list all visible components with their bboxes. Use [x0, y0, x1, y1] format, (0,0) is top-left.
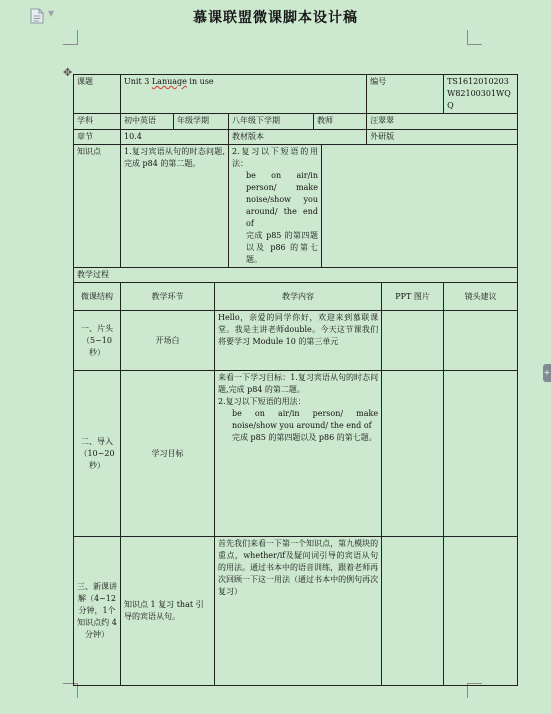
row3-content: 首先我们来看一下第一个知识点，第九模块的重点，whether/if及疑问词引导的宾语从句的用法。通过书本中的语音训练，跟着老师再次回顾一下这一用法（通过书本中的例句再次复习） — [215, 537, 382, 686]
row1-content: Hello，亲爱的同学你好，欢迎来到慕联课堂。我是主讲老师double。今天这节课我们将要学习 Module 10 的第三单元 — [215, 311, 382, 371]
header-stage: 教学环节 — [121, 283, 215, 311]
header-structure: 微课结构 — [74, 283, 121, 311]
margin-corner-top-right — [467, 30, 482, 45]
process-row-2 — [74, 371, 518, 537]
grade-value: 八年级下学期 — [229, 114, 314, 130]
knowledge-empty — [322, 145, 518, 268]
knowledge-point-1: 1.复习宾语从句的时态问题,完成 p84 的第二题。 — [121, 145, 229, 268]
row3-ppt — [382, 537, 444, 686]
row2-camera — [444, 371, 518, 537]
grade-label: 年级学期 — [174, 114, 229, 130]
row3-structure: 三、新课讲解（4~12分钟，1个知识点约 4 分钟） — [74, 537, 121, 686]
script-table — [73, 74, 518, 686]
title-value: Unit 3 Lanuage in use — [121, 75, 367, 114]
row2-ppt — [382, 371, 444, 537]
chapter-label: 章节 — [74, 130, 121, 145]
number-value: TS1612010203W82100301WQQ — [444, 75, 518, 114]
row2-content: 来看一下学习目标：1.复习宾语从句的时态问题,完成 p84 的第二题。 2.复习以下短语的用法： be on air/in person/ make noise/show you around/ the end of 完成 p85 的第四题以及 p86 的第七题。 — [215, 371, 382, 537]
textbook-label: 教材版本 — [229, 130, 367, 145]
number-label: 编号 — [367, 75, 444, 114]
info-row-knowledge — [74, 145, 518, 268]
row1-structure: 一、片头（5~10秒） — [74, 311, 121, 371]
row2-structure: 二、导入（10~20秒） — [74, 371, 121, 537]
process-row-1 — [74, 311, 518, 371]
row1-ppt — [382, 311, 444, 371]
subject-label: 学科 — [74, 114, 121, 130]
header-content: 教学内容 — [215, 283, 382, 311]
chapter-value: 10.4 — [121, 130, 229, 145]
side-panel-expand-icon[interactable]: + — [543, 364, 551, 382]
page-title: 慕课联盟微课脚本设计稿 — [193, 10, 358, 26]
row1-stage: 开场白 — [121, 311, 215, 371]
section-row — [74, 268, 518, 283]
row2-stage: 学习目标 — [121, 371, 215, 537]
row1-camera — [444, 311, 518, 371]
textbook-value: 外研版 — [367, 130, 518, 145]
header-row — [74, 283, 518, 311]
misspelled-word: Lanuage — [151, 77, 187, 86]
process-row-3 — [74, 537, 518, 686]
row3-camera — [444, 537, 518, 686]
table-move-handle-icon[interactable]: ✥ — [63, 66, 73, 79]
subject-value: 初中英语 — [121, 114, 174, 130]
info-row-subject — [74, 114, 518, 130]
info-row-title — [74, 75, 518, 114]
header-camera: 镜头建议 — [444, 283, 518, 311]
teacher-label: 教师 — [314, 114, 367, 130]
dropdown-caret-icon[interactable]: ▼ — [48, 9, 55, 18]
section-label: 教学过程 — [74, 268, 518, 283]
header-ppt: PPT 图片 — [382, 283, 444, 311]
info-row-chapter — [74, 130, 518, 145]
knowledge-point-2: 2.复习以下短语的用法： be on air/in person/ make noise/show you around/ the end of 完成 p85 的第四题以及 p86 的第七题。 — [229, 145, 322, 268]
title-label: 课题 — [74, 75, 121, 114]
row3-stage: 知识点 1 复习 that 引导的宾语从句。 — [121, 537, 215, 686]
teacher-value: 汪翠翠 — [367, 114, 518, 130]
margin-corner-top-left — [63, 30, 78, 45]
knowledge-label: 知识点 — [74, 145, 121, 268]
